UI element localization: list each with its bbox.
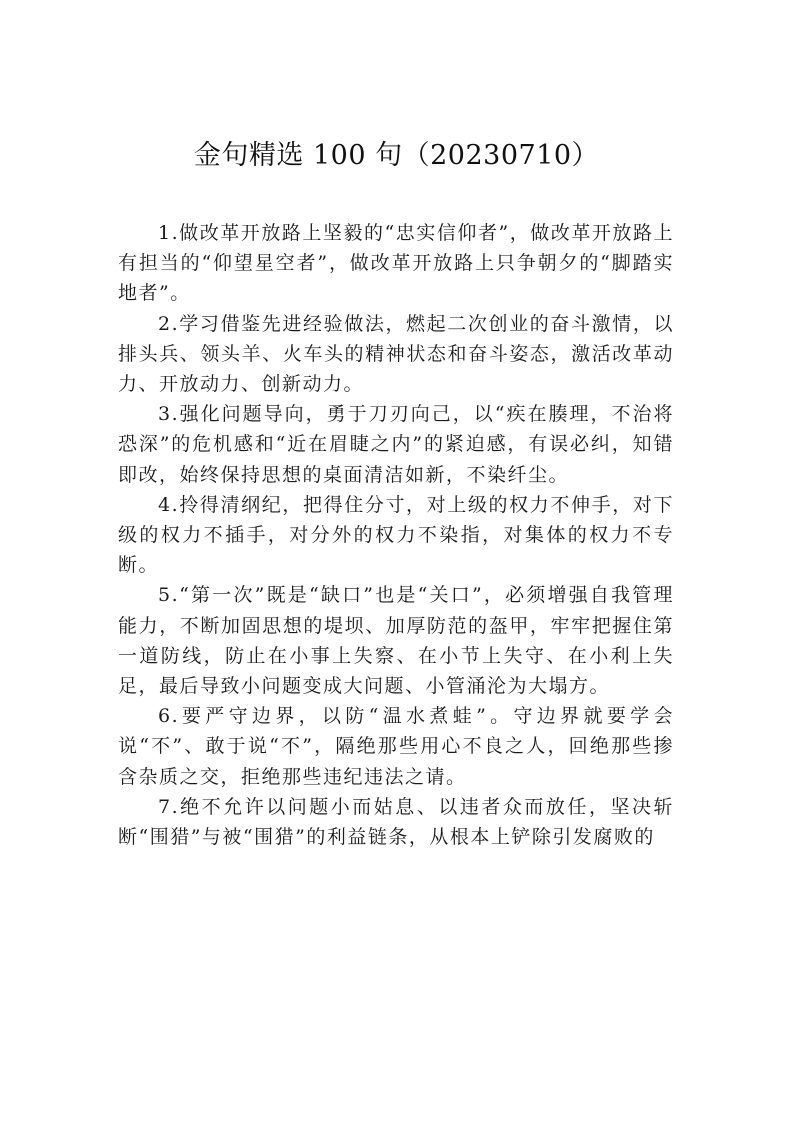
paragraph-7: 7.绝不允许以问题小而姑息、以违者众而放任，坚决斩断“围猎”与被“围猎”的利益链条，从根本上铲除引发腐败的 (118, 795, 674, 849)
paragraph-6: 6.要严守边界，以防“温水煮蛙”。守边界就要学会说“不”、敢于说“不”，隔绝那些用心不良之人，回绝那些掺含杂质之交，拒绝那些违纪违法之请。 (118, 705, 674, 788)
paragraph-3: 3.强化问题导向，勇于刀刃向己，以“疾在腠理，不治将恐深”的危机感和“近在眉睫之内”的紧迫感，有误必纠，知错即改，始终保持思想的桌面清洁如新，不染纤尘。 (118, 403, 674, 486)
paragraph-1: 1.做改革开放路上坚毅的“忠实信仰者”，做改革开放路上有担当的“仰望星空者”，做改革开放路上只争朝夕的“脚踏实地者”。 (118, 222, 674, 305)
paragraph-4: 4.拎得清纲纪，把得住分寸，对上级的权力不伸手，对下级的权力不插手，对分外的权力不染指，对集体的权力不专断。 (118, 493, 674, 577)
document-title: 金句精选 100 句（20230710） (193, 140, 600, 171)
paragraph-5: 5.“第一次”既是“缺口”也是“关口”，必须增强自我管理能力，不断加固思想的堤坝、加厚防范的盔甲，牢牢把握住第一道防线，防止在小事上失察、在小节上失守、在小利上失足，最后导致小问题变成大问题、小管涌沦为大塌方。 (118, 584, 674, 698)
paragraph-2: 2.学习借鉴先进经验做法，燃起二次创业的奋斗激情，以排头兵、领头羊、火车头的精神状态和奋斗姿态，激活改革动力、开放动力、创新动力。 (118, 312, 674, 396)
document-body (118, 218, 674, 852)
